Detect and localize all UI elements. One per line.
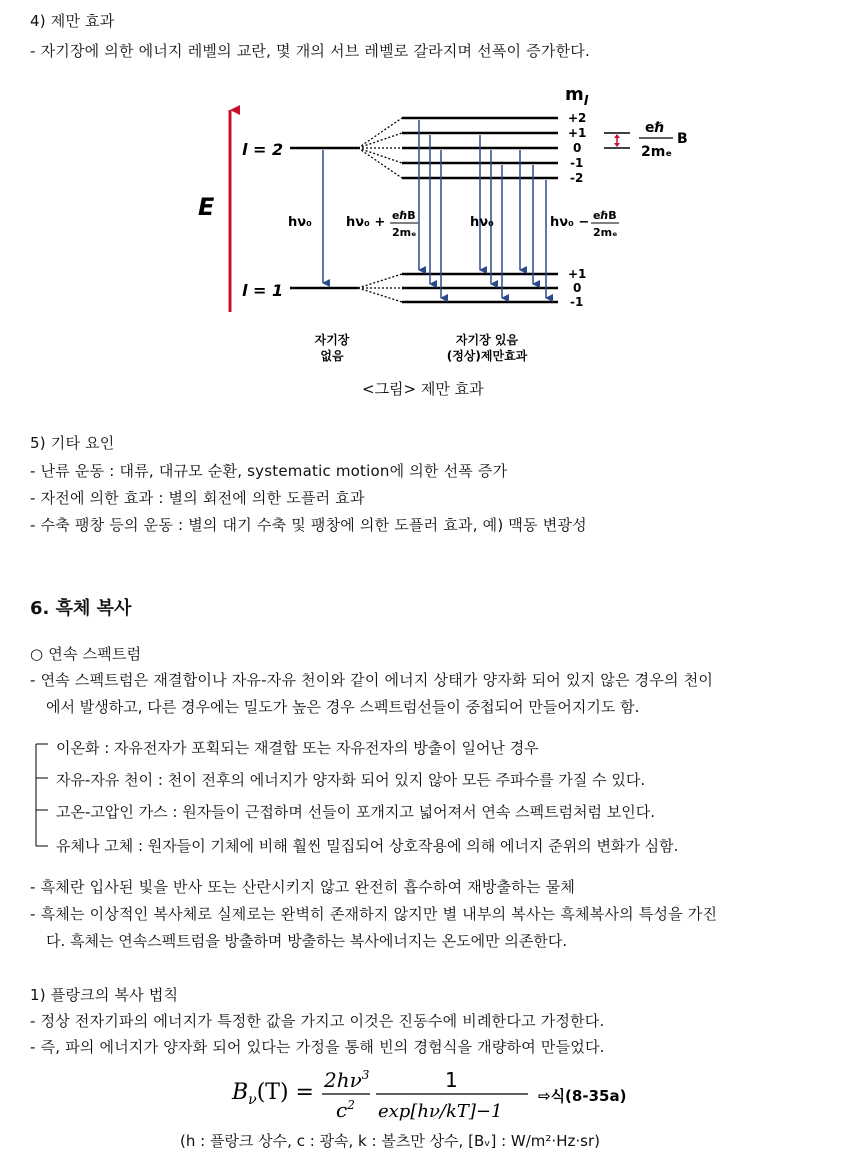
section-5-heading: 5) 기타 요인 [30,434,115,452]
upper-ml-values [568,111,586,185]
label-hv0-minus: hν₀ − [550,215,590,230]
svg-text:0: 0 [573,141,582,155]
svg-text:없음: 없음 [320,349,344,363]
svg-text:자기장: 자기장 [314,333,350,347]
svg-text:자기장 있음: 자기장 있음 [455,333,519,347]
label-hv0-plus: hν₀ + [346,215,386,230]
figure-caption: <그림> 제만 효과 [362,380,484,398]
svg-text:0: 0 [573,281,582,295]
label-hv0-no-field: hν₀ [288,215,312,230]
ml-label: $m_l$ [565,84,589,109]
lower-split-levels [402,274,558,302]
svg-text:-1: -1 [570,156,584,170]
label-hv0-center: hν₀ [470,215,494,230]
bracket-item-fluid-solid: 유체나 고체 : 원자들이 기체에 비해 훨씬 밀집되어 상호작용에 의해 에너지 준위의 변화가 심함. [56,837,679,855]
svg-text:eℏB: eℏB [593,209,617,222]
planck-formula [228,1063,648,1123]
formula-den2: exp[hν/kT]−1 [378,1101,503,1122]
l2-label: l = 2 [242,140,284,159]
transitions-delta-plus [419,120,441,298]
svg-text:-1: -1 [570,295,584,309]
svg-text:+1: +1 [568,126,587,140]
svg-text:B: B [677,131,688,147]
planck-item-2: - 즉, 파의 에너지가 양자화 되어 있다는 가정을 통해 빈의 경험식을 개량하여 만들었다. [30,1038,605,1056]
svg-text:2mₑ: 2mₑ [641,144,673,160]
section-5-item-3: - 수축 팽창 등의 운동 : 별의 대기 수축 및 팽창에 의한 도플러 효과, 예) 맥동 변광성 [30,516,587,534]
svg-text:-2: -2 [570,171,584,185]
equation-reference: ⇨식(8-35a) [538,1087,627,1105]
continuous-spectrum-para-line-1: - 연속 스펙트럼은 재결합이나 자유-자유 천이와 같이 에너지 상태가 양자화 되어 있지 않은 경우의 천이 [30,671,714,689]
continuous-spectrum-para-line-2: 에서 발생하고, 다른 경우에는 밀도가 높은 경우 스펙트럼선들이 중첩되어 만들어지기도 함. [46,698,640,716]
formula-den1: $c^2$ [336,1098,355,1122]
blackbody-definition: - 흑체란 입사된 빛을 반사 또는 산란시키지 않고 완전히 흡수하여 재방출하는 물체 [30,878,576,896]
lower-ml-values [568,267,586,309]
svg-text:eℏB: eℏB [392,209,416,222]
bracket-item-high-pressure-gas: 고온-고압인 가스 : 원자들이 근접하며 선들이 포개지고 넓어져서 연속 스펙트럼처럼 보인다. [56,803,656,821]
label-hv0-plus-fraction [390,209,418,239]
svg-text:2mₑ: 2mₑ [593,226,618,239]
no-field-label [315,332,350,363]
formula-lhs: $B_\nu(T)$ = [232,1080,314,1108]
svg-text:+2: +2 [568,111,587,125]
zeeman-diagram [190,80,710,370]
l1-label: l = 1 [242,281,284,300]
svg-text:2mₑ: 2mₑ [392,226,417,239]
transitions-delta-minus [520,150,546,298]
label-hv0-minus-fraction [591,209,619,239]
formula-num2: 1 [445,1068,458,1092]
section-4-heading: 4) 제만 효과 [30,12,115,30]
section-6-heading: 6. 흑체 복사 [30,598,132,619]
blackbody-para-line-2: 다. 흑체는 연속스펙트럼을 방출하며 방출하는 복사에너지는 온도에만 의존한다. [46,932,568,950]
blackbody-para-line-1: - 흑체는 이상적인 복사체로 실제로는 완벽히 존재하지 않지만 별 내부의 복사는 흑체복사의 특성을 가진 [30,905,718,923]
planck-heading: 1) 플랑크의 복사 법칙 [30,986,179,1004]
bracket-item-ionization: 이온화 : 자유전자가 포획되는 재결합 또는 자유전자의 방출이 일어난 경우 [56,739,539,757]
svg-text:(정상)제만효과: (정상)제만효과 [446,349,528,363]
svg-text:+1: +1 [568,267,587,281]
bracket-item-free-free: 자유-자유 천이 : 천이 전후의 에너지가 양자화 되어 있지 않아 모든 주파수를 가질 수 있다. [56,771,646,789]
svg-text:eℏ: eℏ [645,120,665,136]
section-5-item-2: - 자전에 의한 효과 : 별의 회전에 의한 도플러 효과 [30,489,365,507]
splitting-marker [604,133,630,148]
field-label [447,332,528,363]
continuous-spectrum-subheading: ○ 연속 스펙트럼 [30,645,142,663]
upper-fan-lines [358,118,402,178]
planck-item-1: - 정상 전자기파의 에너지가 특정한 값을 가지고 이것은 진동수에 비례한다고 가정한다. [30,1012,605,1030]
energy-label: E [198,193,215,221]
section-5-item-1: - 난류 운동 : 대류, 대규모 순환, systematic motion에 의한 선폭 증가 [30,462,508,480]
planck-legend: (h : 플랑크 상수, c : 광속, k : 볼츠만 상수, [Bᵥ] : W/m²·Hz·sr) [180,1132,600,1150]
lower-fan-lines [358,274,402,302]
formula-num1: $2h\nu^3$ [324,1068,370,1092]
splitting-formula [639,120,688,160]
section-4-bullet: - 자기장에 의한 에너지 레벨의 교란, 몇 개의 서브 레벨로 갈라지며 선폭이 증가한다. [30,42,590,60]
